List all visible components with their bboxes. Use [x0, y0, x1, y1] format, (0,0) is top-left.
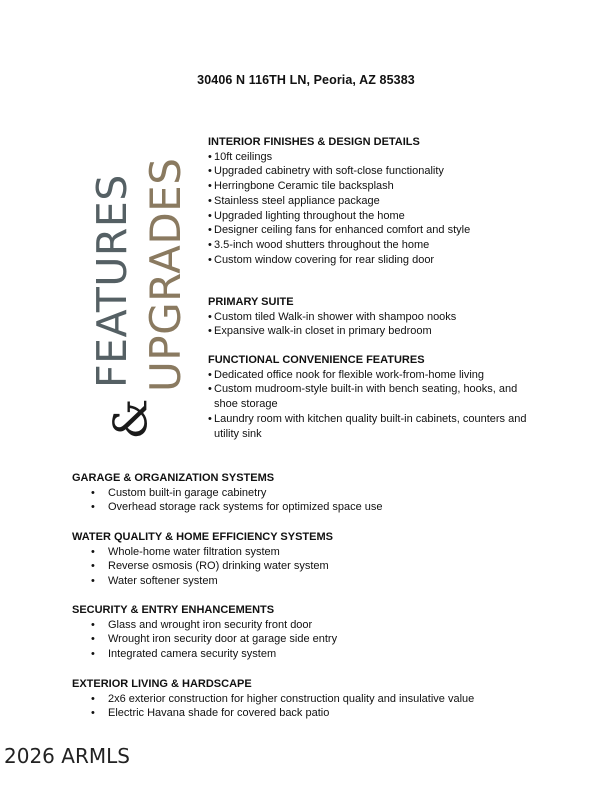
list-item: • Custom built-in garage cabinetry	[72, 486, 552, 501]
interior-section	[208, 135, 538, 267]
list-item: • Dedicated office nook for flexible work-from-home living	[208, 368, 538, 383]
primary-suite-list	[208, 310, 538, 339]
list-item: • Whole-home water filtration system	[72, 545, 552, 560]
exterior-list	[72, 692, 552, 721]
list-item: • 3.5-inch wood shutters throughout the home	[208, 238, 538, 253]
security-list	[72, 618, 552, 662]
list-item: • Upgraded cabinetry with soft-close functionality	[208, 164, 538, 179]
property-address: 30406 N 116TH LN, Peoria, AZ 85383	[197, 73, 415, 87]
list-item: • Designer ceiling fans for enhanced comfort and style	[208, 223, 538, 238]
list-item: • Upgraded lighting throughout the home	[208, 209, 538, 224]
list-item: • Custom mudroom-style built-in with bench seating, hooks, and shoe storage	[208, 382, 538, 411]
garage-section	[72, 471, 552, 515]
list-item: • Stainless steel appliance package	[208, 194, 538, 209]
security-section	[72, 603, 552, 662]
water-section	[72, 530, 552, 589]
copyright-watermark: 2026 ARMLS	[4, 744, 130, 768]
interior-list	[208, 150, 538, 268]
list-item: • Herringbone Ceramic tile backsplash	[208, 179, 538, 194]
list-item: • Glass and wrought iron security front door	[72, 618, 552, 633]
water-list	[72, 545, 552, 589]
convenience-title: FUNCTIONAL CONVENIENCE FEATURES	[208, 354, 425, 366]
list-item: • Water softener system	[72, 574, 552, 589]
list-item: • 10ft ceilings	[208, 150, 538, 165]
list-item: • Integrated camera security system	[72, 647, 552, 662]
garage-title: GARAGE & ORGANIZATION SYSTEMS	[72, 472, 275, 484]
list-item: • Custom tiled Walk-in shower with shampoo nooks	[208, 310, 538, 325]
list-item: • Custom window covering for rear sliding door	[208, 253, 538, 268]
convenience-section	[208, 353, 538, 441]
garage-list	[72, 486, 552, 515]
exterior-section	[72, 677, 552, 721]
list-item: • Reverse osmosis (RO) drinking water system	[72, 559, 552, 574]
ampersand-heading: &	[103, 398, 158, 440]
list-item: • Electric Havana shade for covered back patio	[72, 706, 552, 721]
list-item: • Wrought iron security door at garage side entry	[72, 632, 552, 647]
list-item: • Overhead storage rack systems for optimized space use	[72, 500, 552, 515]
list-item: • 2x6 exterior construction for higher construction quality and insulative value	[72, 692, 552, 707]
upgrades-heading: UPGRADES	[141, 157, 190, 392]
security-title: SECURITY & ENTRY ENHANCEMENTS	[72, 604, 275, 616]
list-item: • Laundry room with kitchen quality built-in cabinets, counters and utility sink	[208, 412, 538, 441]
features-heading: FEATURES	[88, 174, 136, 388]
primary-suite-section	[208, 295, 538, 339]
convenience-list	[208, 368, 538, 442]
list-item: • Expansive walk-in closet in primary bedroom	[208, 324, 538, 339]
exterior-title: EXTERIOR LIVING & HARDSCAPE	[72, 678, 252, 690]
interior-title: INTERIOR FINISHES & DESIGN DETAILS	[208, 136, 420, 148]
primary-suite-title: PRIMARY SUITE	[208, 296, 294, 308]
water-title: WATER QUALITY & HOME EFFICIENCY SYSTEMS	[72, 531, 333, 543]
